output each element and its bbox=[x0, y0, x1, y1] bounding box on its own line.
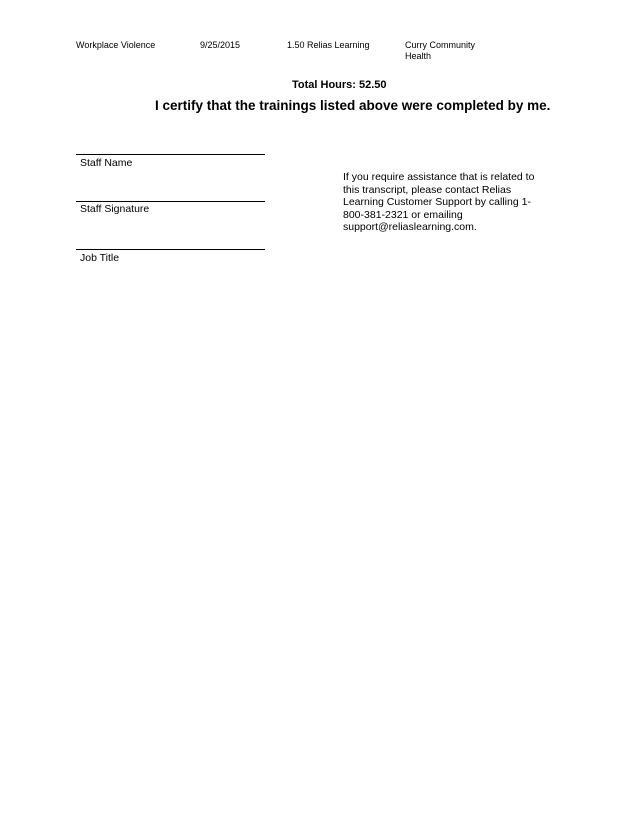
completion-date: 9/25/2015 bbox=[200, 40, 241, 50]
job-title-label: Job Title bbox=[80, 252, 120, 264]
total-hours: Total Hours: 52.50 bbox=[292, 79, 387, 91]
assistance-note: If you require assistance that is related to this transcript, please contact Relias Learning Customer Support by calling 1-800-381-2321 or emailing support@reliaslearning.com. bbox=[343, 171, 535, 233]
staff-name-line bbox=[76, 154, 265, 155]
certification-statement: I certify that the trainings listed above were completed by me. bbox=[155, 98, 551, 113]
hours-and-provider: 1.50 Relias Learning bbox=[287, 40, 370, 50]
job-title-line bbox=[76, 249, 265, 250]
staff-signature-label: Staff Signature bbox=[80, 203, 150, 215]
staff-signature-line bbox=[76, 201, 265, 202]
course-title: Workplace Violence bbox=[76, 40, 156, 50]
staff-name-label: Staff Name bbox=[80, 157, 133, 169]
organization-name: Curry Community Health bbox=[405, 40, 476, 61]
